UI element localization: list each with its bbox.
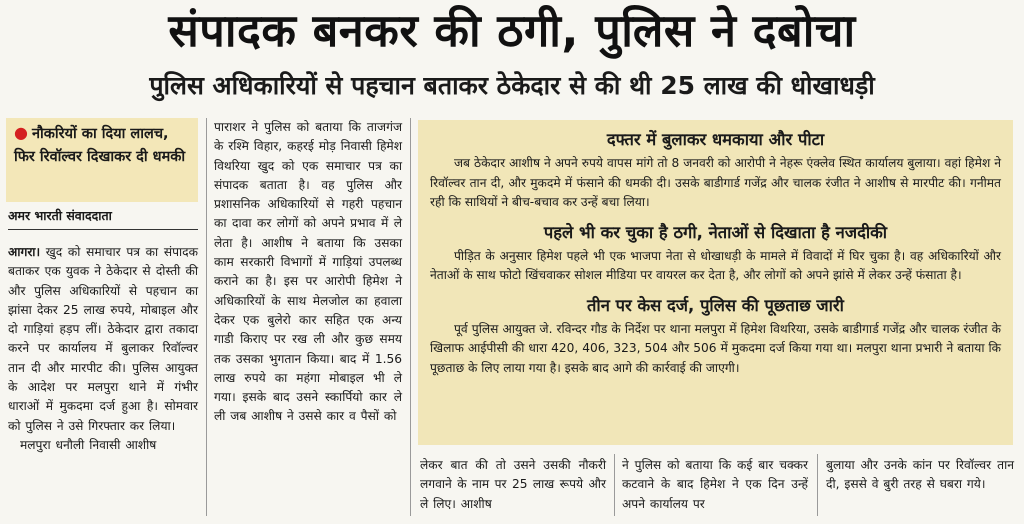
article-column-5: ने पुलिस को बताया कि कई बार चक्कर कटवाने के बाद हिमेश ने एक दिन उन्हें अपने कार्यालय पर bbox=[622, 458, 808, 511]
article-column-4: लेकर बात की तो उसने उसकी नौकरी लगवाने के नाम पर 25 लाख रूपये और ले लिए। आशीष bbox=[420, 458, 606, 511]
box-section-2-text: पीड़ित के अनुसार हिमेश पहले भी एक भाजपा नेता से धोखाधड़ी के मामले में विवादों में घिर चुका है। वह अधिकारियों और नेताओं के साथ फोटो खिंचवाकर सोशल मीडिया पर वायरल कर देता है, और लोगों को अपने झांसे में लेकर उन्हें फंसाता है। bbox=[430, 248, 1001, 282]
column-divider bbox=[410, 118, 411, 516]
column-divider bbox=[817, 454, 818, 516]
box-section-2-title: पहले भी कर चुका है ठगी, नेताओं से दिखाता है नजदीकी bbox=[543, 222, 888, 242]
column-divider bbox=[206, 118, 207, 516]
column-divider bbox=[614, 454, 615, 516]
dateline: आगरा। bbox=[8, 245, 41, 259]
box-section-1-title: दफ्तर में बुलाकर धमकाया और पीटा bbox=[606, 130, 825, 149]
bullet-dot-icon: ● bbox=[14, 123, 28, 142]
headline: संपादक बनकर की ठगी, पुलिस ने दबोचा bbox=[168, 4, 856, 57]
article-column-1 bbox=[8, 243, 198, 455]
box-section-1-text: जब ठेकेदार आशीष ने अपने रुपये वापस मांगे तो 8 जनवरी को आरोपी ने नेहरू एंक्लेव स्थित कार्यालय बुलाया। वहां हिमेश ने रिवॉल्वर तान दी, और मुकदमे में फंसाने की धमकी दी। उसके बाडीगार्ड गजेंद्र और चालक रंजीत ने आशीष से मारपीट की। गनीमत रही कि साथियों ने बीच-बचाव कर उन्हें बचा लिया। bbox=[430, 156, 1001, 209]
highlight-box bbox=[418, 120, 1013, 445]
column-1-text: खुद को समाचार पत्र का संपादक बताकर एक युवक ने ठेकेदार से दोस्ती की और पुलिस अधिकारियों से पहचान का झांसा देकर 25 लाख रुपये, मोबाइल और दो गाड़ियां हड़प लीं। ठेकेदार द्वारा तकादा करने पर कार्यालय में बुलाकर रिवॉल्वर तान दी और मारपीट की। पुलिस आयुक्त के आदेश पर मलपुरा थाने में गंभीर धाराओं में मुकदमा दर्ज हुआ है। सोमवार को पुलिस ने उसे गिरफ्तार कर लिया। bbox=[8, 245, 198, 433]
box-section-3-text: पूर्व पुलिस आयुक्त जे. रविन्दर गौड के निर्देश पर थाना मलपुरा में हिमेश विथरिया, उसके बाडीगार्ड गजेंद्र और चालक रंजीत के खिलाफ आईपीसी की धारा 420, 406, 323, 504 और 506 में मुकदमा दर्ज किया गया था। मलपुरा थाना प्रभारी ने बताया कि पूछताछ के लिए लाया गया है। इसके बाद आगे की कार्रवाई की जाएगी। bbox=[430, 321, 1001, 375]
teaser-box bbox=[6, 118, 198, 202]
column-1-text-continued: मलपुरा धनौली निवासी आशीष bbox=[20, 437, 157, 452]
article-column-2: पाराशर ने पुलिस को बताया कि ताजगंज के रश्मि विहार, कहरई मोड़ निवासी हिमेश विथरिया खुद को एक समाचार पत्र का संपादक बताता है। वह पुलिस और प्रशासनिक अधिकारियों से गहरी पहचान का दावा कर लोगों को अपने प्रभाव में ले लेता है। आशीष ने बताया कि उसका काम सरकारी विभागों में गाड़ियां उपलब्ध कराने का है। इस पर आरोपी हिमेश ने अधिकारियों के साथ मेलजोल का हवाला देकर एक बुलेरो कार सहित एक अन्य गाडी किराए पर रख ली और कुछ समय तक उसका भुगतान किया। बाद में 1.56 लाख रुपये का महंगा मोबाइल भी ले गया। इसके बाद उसने स्कार्पियो कार ले ली जब आशीष ने उससे कार व पैसों को bbox=[214, 120, 402, 424]
byline: अमर भारती संवाददाता bbox=[8, 207, 198, 230]
subheadline: पुलिस अधिकारियों से पहचान बताकर ठेकेदार से की थी 25 लाख की धोखाधड़ी bbox=[149, 71, 875, 100]
article-column-6: बुलाया और उनके कांन पर रिवॉल्वर तान दी, इससे वे बुरी तरह से घबरा गये। bbox=[826, 458, 1014, 492]
teaser-text: नौकरियों का दिया लालच, फिर रिवॉल्वर दिखाकर दी धमकी bbox=[14, 126, 186, 165]
box-section-3-title: तीन पर केस दर्ज, पुलिस की पूछताछ जारी bbox=[587, 295, 844, 315]
